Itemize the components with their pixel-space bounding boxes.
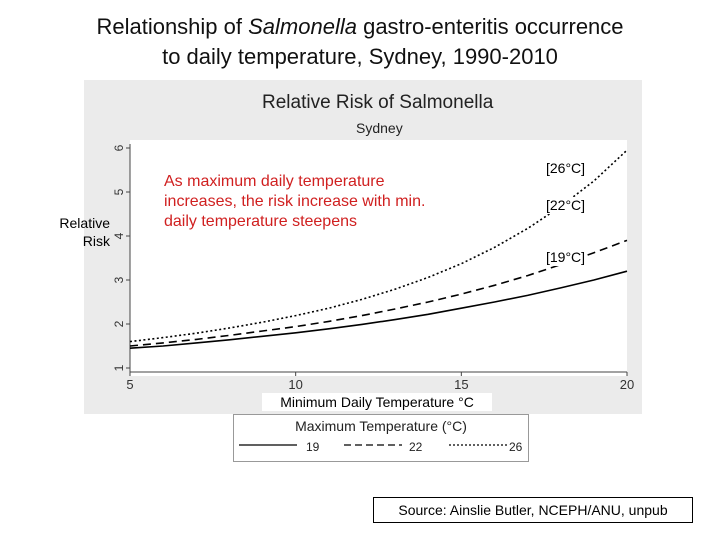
y-tick-label: 3 (112, 276, 126, 284)
legend-swatches (234, 415, 528, 461)
title-text-italic: Salmonella (248, 14, 357, 39)
y-tick-label: 1 (112, 364, 126, 372)
legend (233, 414, 529, 462)
x-axis-label: Minimum Daily Temperature °C (262, 393, 492, 411)
x-tick-label: 20 (619, 377, 635, 392)
y-tick-label: 2 (112, 320, 126, 328)
x-tick-label: 10 (288, 377, 303, 392)
y-tick-label: 5 (112, 188, 126, 196)
legend-label-19: 19 (306, 440, 320, 454)
curve-label-22: [22°C] (546, 197, 586, 213)
legend-label-22: 22 (409, 440, 423, 454)
curve-label-26: [26°C] (546, 160, 586, 176)
y-axis-label: Relative Risk (59, 215, 110, 249)
title-text-post: gastro-enteritis occurrence (356, 14, 624, 39)
title-text-pre: Relationship of (96, 14, 249, 39)
source-note: Source: Ainslie Butler, NCEPH/ANU, unpub (373, 497, 693, 523)
y-tick-label: 4 (112, 232, 126, 240)
chart-title: Relative Risk of Salmonella (262, 92, 494, 113)
slide-title-line2: to daily temperature, Sydney, 1990-2010 (162, 44, 558, 69)
x-tick-label: 15 (454, 377, 469, 392)
legend-label-26: 26 (509, 440, 523, 454)
y-tick-label: 6 (112, 144, 126, 152)
annotation-text: As maximum daily temperature increases, the risk increase with min. daily temperature steepens (162, 171, 452, 239)
legend-title: Maximum Temperature (°C) (295, 418, 467, 434)
x-tick-label: 5 (126, 377, 134, 392)
curve-label-19: [19°C] (546, 249, 586, 265)
chart-subtitle: Sydney (356, 120, 403, 136)
